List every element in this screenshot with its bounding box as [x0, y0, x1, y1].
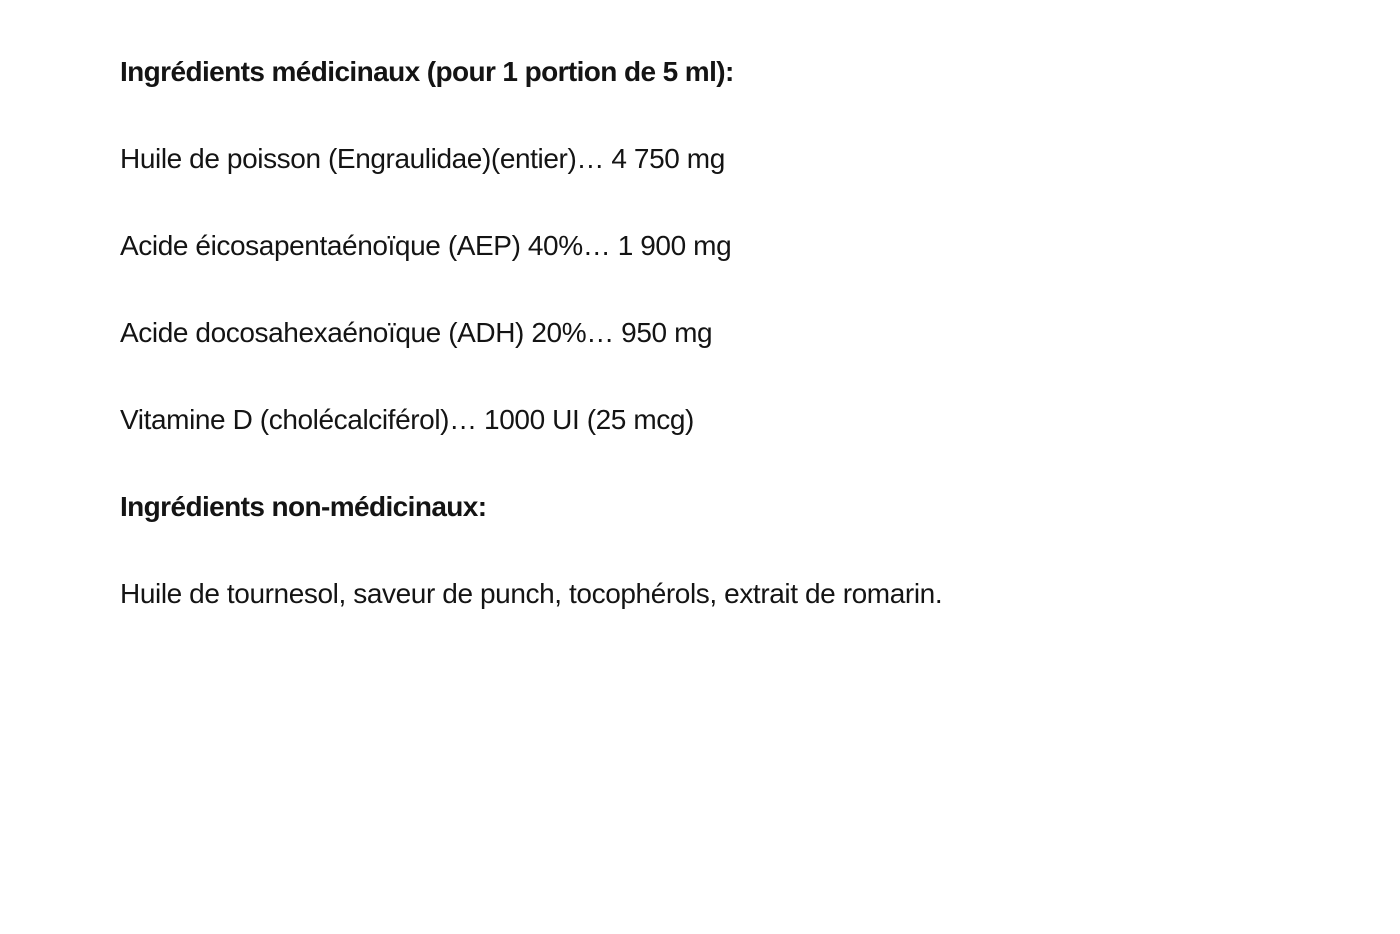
non-medicinal-ingredients-list: Huile de tournesol, saveur de punch, tocophérols, extrait de romarin.: [120, 578, 943, 609]
medicinal-ingredient-dha: Acide docosahexaénoïque (ADH) 20%… 950 mg: [120, 317, 713, 348]
non-medicinal-ingredients-heading: Ingrédients non-médicinaux:: [120, 491, 487, 522]
medicinal-ingredient-fish-oil: Huile de poisson (Engraulidae)(entier)… 4 750 mg: [120, 143, 725, 174]
medicinal-ingredient-vitamin-d: Vitamine D (cholécalciférol)… 1000 UI (25 mcg): [120, 404, 694, 435]
medicinal-ingredients-heading: Ingrédients médicinaux (pour 1 portion de 5 ml):: [120, 56, 734, 87]
ingredients-text-block: [120, 58, 1340, 667]
medicinal-ingredient-epa: Acide éicosapentaénoïque (AEP) 40%… 1 900 mg: [120, 230, 732, 261]
